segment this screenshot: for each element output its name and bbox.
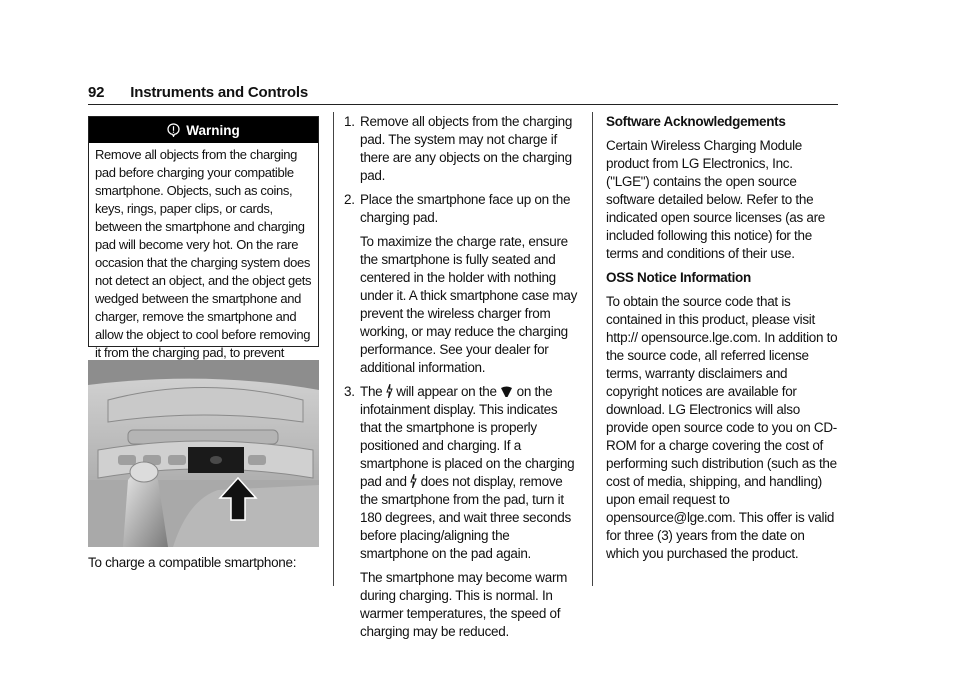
step-text-part: will appear on the [396, 384, 497, 399]
column-divider-right [592, 112, 593, 586]
charging-pad-photo [88, 360, 319, 547]
software-ack-paragraph: Certain Wireless Charging Module product from LG Electronics, Inc. ("LGE") contains the open source software detailed below. Refer to the indicated open source licenses (as are included following this notice) for the terms and conditions of their use. [606, 138, 825, 261]
phone-projection-icon [500, 386, 513, 398]
step-note: The smartphone may become warm during charging. This is normal. In warmer temperatures, the speed of charging may be reduced. [360, 570, 568, 639]
step-text [360, 383, 580, 563]
section-title: Instruments and Controls [130, 84, 308, 101]
warning-icon [167, 123, 180, 137]
photo-caption: To charge a compatible smartphone: [88, 555, 297, 570]
steps-column [344, 113, 580, 647]
step-number: 1. [344, 114, 355, 129]
step-number: 3. [344, 384, 355, 399]
column-divider-left [333, 112, 334, 586]
warning-header [89, 117, 318, 143]
right-column [606, 113, 838, 569]
step-text-part: does not display, remove the smartphone from the pad, turn it 180 degrees, and wait three seconds before placing/aligning the smartphone on the pad again. [360, 474, 571, 561]
charging-bolt-icon [410, 474, 417, 488]
warning-box [88, 116, 319, 360]
warning-text: Remove all objects from the charging pad before charging your compatible smartphone. Objects, such as coins, keys, rings, paper clips, or cards, between the smartphone and charging pad will become very hot. On the rare occasion that the charging system does not detect an object, and the object gets wedged between the smartphone and charger, remove the smartphone and allow the object to cool before removing it from the charging pad, to prevent [95, 147, 312, 360]
console-illustration [88, 360, 319, 547]
step-3 [344, 383, 580, 641]
software-ack-heading: Software Acknowledgements [606, 114, 786, 129]
step-number: 2. [344, 192, 355, 207]
step-text: Remove all objects from the charging pad. The system may not charge if there are any objects on the charging pad. [360, 114, 573, 183]
oss-notice-heading: OSS Notice Information [606, 270, 751, 285]
oss-notice-paragraph: To obtain the source code that is contained in this product, please visit http:// opensource.lge.com. In addition to the source code, all referred license terms, warranty disclaimers and copyright notices are available for download. LG Electronics will also provide open source code to you on CD-ROM for a charge covering the cost of performing such distribution (such as the cost of media, shipping, and handling) upon email request to opensource@lge.com. This offer is valid for three (3) years from the date on which you purchased the product. [606, 294, 838, 561]
warning-title: Warning [186, 122, 240, 138]
step-text-part: on the infotainment display. This indicates that the smartphone is properly positioned and charging. If a smartphone is placed on the charging pad and [360, 384, 575, 489]
step-2 [344, 191, 580, 377]
step-text: Place the smartphone face up on the charging pad. [360, 192, 571, 225]
step-text-part: The [360, 384, 383, 399]
page-header [88, 84, 308, 101]
charging-bolt-icon [386, 384, 393, 398]
page-number: 92 [88, 84, 105, 101]
header-rule [88, 104, 838, 105]
steps-list [344, 113, 580, 641]
step-1 [344, 113, 580, 185]
step-note: To maximize the charge rate, ensure the smartphone is fully seated and centered in the holder with nothing under it. A thick smartphone case may prevent the wireless charger from working, or may reduce the charging performance. See your dealer for additional information. [360, 234, 578, 375]
